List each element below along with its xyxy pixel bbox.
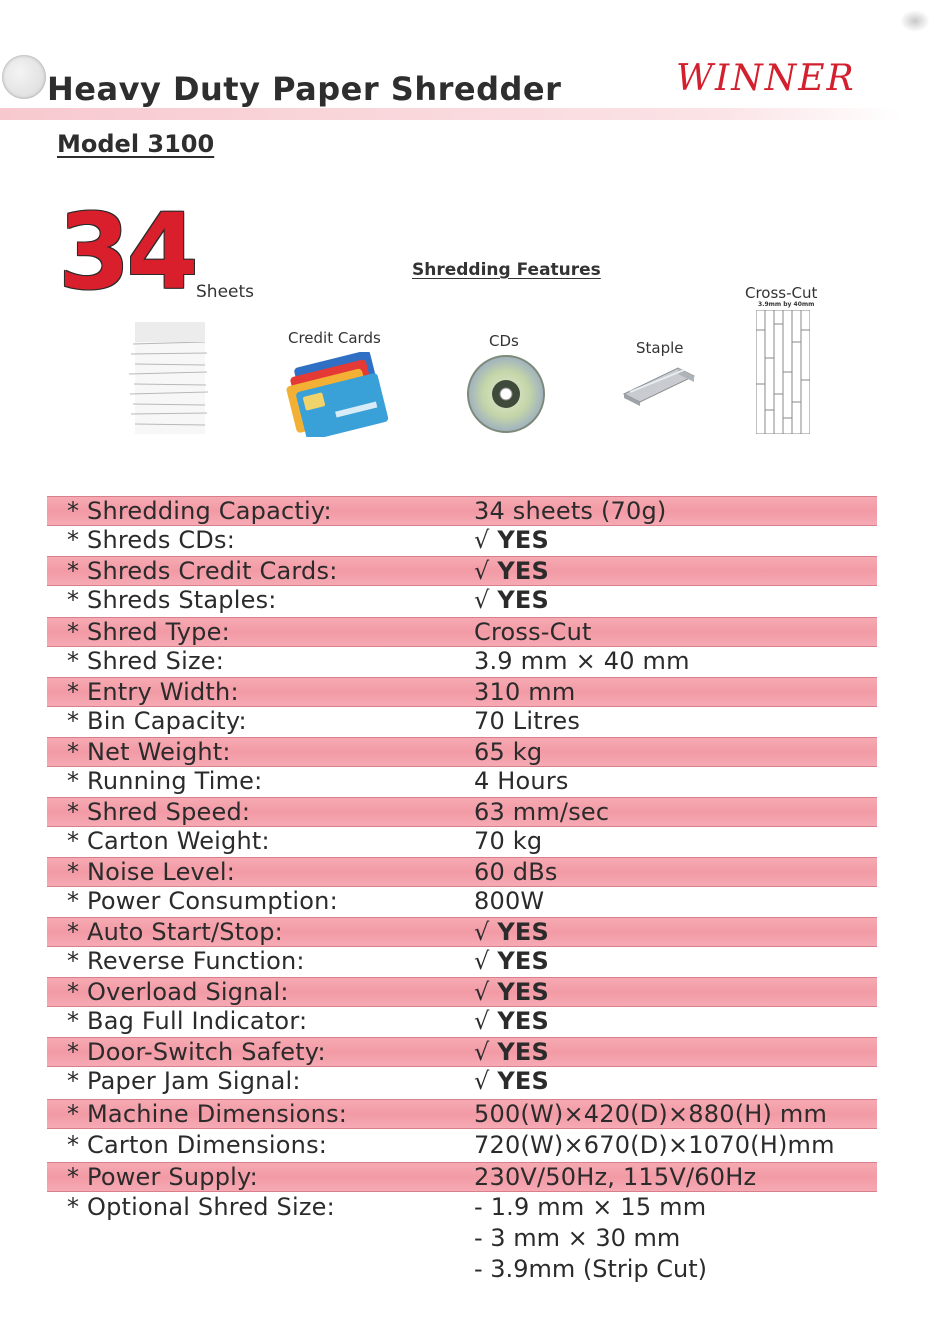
punch-hole — [2, 55, 46, 99]
check-mark: √ — [474, 1067, 490, 1095]
features-title: Shredding Features — [412, 260, 601, 280]
spec-row-machine-dimensions — [47, 1099, 877, 1129]
spec-row-shred-speed — [47, 797, 877, 827]
spec-row-bin-capacity — [47, 707, 877, 735]
check-mark: √ — [474, 586, 490, 614]
spec-label: * Carton Dimensions: — [67, 1131, 328, 1159]
corner-smudge — [900, 10, 930, 32]
spec-label: * Door-Switch Safety: — [67, 1038, 326, 1066]
spec-row-carton-weight — [47, 827, 877, 855]
spec-label: * Optional Shred Size: — [67, 1193, 335, 1221]
spec-value: 34 sheets (70g) — [474, 497, 667, 525]
brand-logo: WINNER — [676, 58, 856, 99]
spec-row-shreds-cds — [47, 526, 877, 554]
spec-value: YES — [497, 557, 550, 585]
spec-row-entry-width — [47, 677, 877, 707]
spec-row-net-weight — [47, 737, 877, 767]
spec-label: * Shreds Credit Cards: — [67, 557, 338, 585]
spec-value: 230V/50Hz, 115V/60Hz — [474, 1163, 757, 1191]
spec-row-paper-jam-signal — [47, 1067, 877, 1095]
spec-label: * Bin Capacity: — [67, 707, 247, 735]
spec-label: * Bag Full Indicator: — [67, 1007, 308, 1035]
model-heading: Model 3100 — [57, 130, 215, 158]
spec-value: 4 Hours — [474, 767, 569, 795]
optional-shred-size-2: - 3 mm × 30 mm — [474, 1224, 681, 1252]
sheet-capacity-number: 34 — [58, 191, 195, 313]
spec-row-shredding-capacity — [47, 496, 877, 526]
spec-value: Cross-Cut — [474, 618, 592, 646]
check-mark: √ — [474, 1038, 490, 1066]
spec-value: YES — [497, 586, 550, 614]
spec-label: * Reverse Function: — [67, 947, 305, 975]
spec-label: * Shreds CDs: — [67, 526, 235, 554]
spec-value: YES — [497, 1067, 550, 1095]
spec-row-noise-level — [47, 857, 877, 887]
spec-row-shreds-staples — [47, 586, 877, 614]
check-mark: √ — [474, 526, 490, 554]
spec-value: 70 kg — [474, 827, 543, 855]
page-title: Heavy Duty Paper Shredder — [47, 70, 562, 108]
check-mark: √ — [474, 557, 490, 585]
spec-row-bag-full-indicator — [47, 1007, 877, 1035]
spec-value: - 1.9 mm × 15 mm — [474, 1193, 707, 1221]
spec-label: * Machine Dimensions: — [67, 1100, 348, 1128]
spec-label: * Paper Jam Signal: — [67, 1067, 301, 1095]
spec-row-power-consumption — [47, 887, 877, 915]
spec-value: YES — [497, 526, 550, 554]
spec-row-door-switch-safety — [47, 1037, 877, 1067]
spec-row-power-supply — [47, 1162, 877, 1192]
spec-row-overload-signal — [47, 977, 877, 1007]
spec-label: * Shredding Capactiy: — [67, 497, 332, 525]
spec-value: 500(W)×420(D)×880(H) mm — [474, 1100, 828, 1128]
spec-label: * Running Time: — [67, 767, 263, 795]
spec-label: * Net Weight: — [67, 738, 231, 766]
cross-cut-size: 3.9mm by 40mm — [758, 301, 815, 308]
spec-value: 70 Litres — [474, 707, 581, 735]
spec-value: 800W — [474, 887, 545, 915]
spec-value: 720(W)×670(D)×1070(H)mm — [474, 1131, 835, 1159]
feature-label-cds: CDs — [489, 332, 519, 350]
spec-row-auto-start-stop — [47, 917, 877, 947]
feature-label-staple: Staple — [636, 339, 684, 357]
spec-row-shreds-credit-cards — [47, 556, 877, 586]
spec-row-optional-shred-size — [47, 1193, 877, 1221]
spec-value: YES — [497, 947, 550, 975]
spec-row-shred-size — [47, 647, 877, 675]
spec-label: * Overload Signal: — [67, 978, 289, 1006]
spec-row-reverse-function — [47, 947, 877, 975]
staple-icon — [620, 360, 698, 406]
spec-label: * Entry Width: — [67, 678, 239, 706]
spec-value: 310 mm — [474, 678, 576, 706]
check-mark: √ — [474, 978, 490, 1006]
spec-row-carton-dimensions — [47, 1131, 877, 1159]
spec-row-running-time — [47, 767, 877, 795]
optional-shred-size-3: - 3.9mm (Strip Cut) — [474, 1255, 707, 1283]
spec-value: YES — [497, 1038, 550, 1066]
cross-cut-pattern-icon — [756, 310, 810, 434]
spec-row-shred-type — [47, 617, 877, 647]
spec-label: * Power Supply: — [67, 1163, 258, 1191]
credit-cards-icon — [283, 352, 398, 437]
spec-label: * Noise Level: — [67, 858, 236, 886]
sheets-label: Sheets — [196, 282, 255, 302]
check-mark: √ — [474, 947, 490, 975]
spec-label: * Shred Size: — [67, 647, 224, 675]
spec-value: 63 mm/sec — [474, 798, 610, 826]
spec-label: * Power Consumption: — [67, 887, 338, 915]
spec-label: * Shred Speed: — [67, 798, 251, 826]
spec-value: 60 dBs — [474, 858, 558, 886]
spec-label: * Auto Start/Stop: — [67, 918, 283, 946]
spec-value: YES — [497, 978, 550, 1006]
check-mark: √ — [474, 1007, 490, 1035]
paper-stack-icon — [125, 322, 210, 434]
spec-value: 65 kg — [474, 738, 543, 766]
spec-value: YES — [497, 1007, 550, 1035]
feature-label-credit-cards: Credit Cards — [288, 329, 381, 347]
cd-icon — [466, 354, 546, 434]
title-band — [0, 108, 900, 120]
spec-label: * Shred Type: — [67, 618, 230, 646]
cross-cut-label: Cross-Cut — [745, 284, 818, 302]
spec-label: * Shreds Staples: — [67, 586, 277, 614]
spec-value: 3.9 mm × 40 mm — [474, 647, 690, 675]
spec-label: * Carton Weight: — [67, 827, 270, 855]
spec-value: YES — [497, 918, 550, 946]
check-mark: √ — [474, 918, 490, 946]
